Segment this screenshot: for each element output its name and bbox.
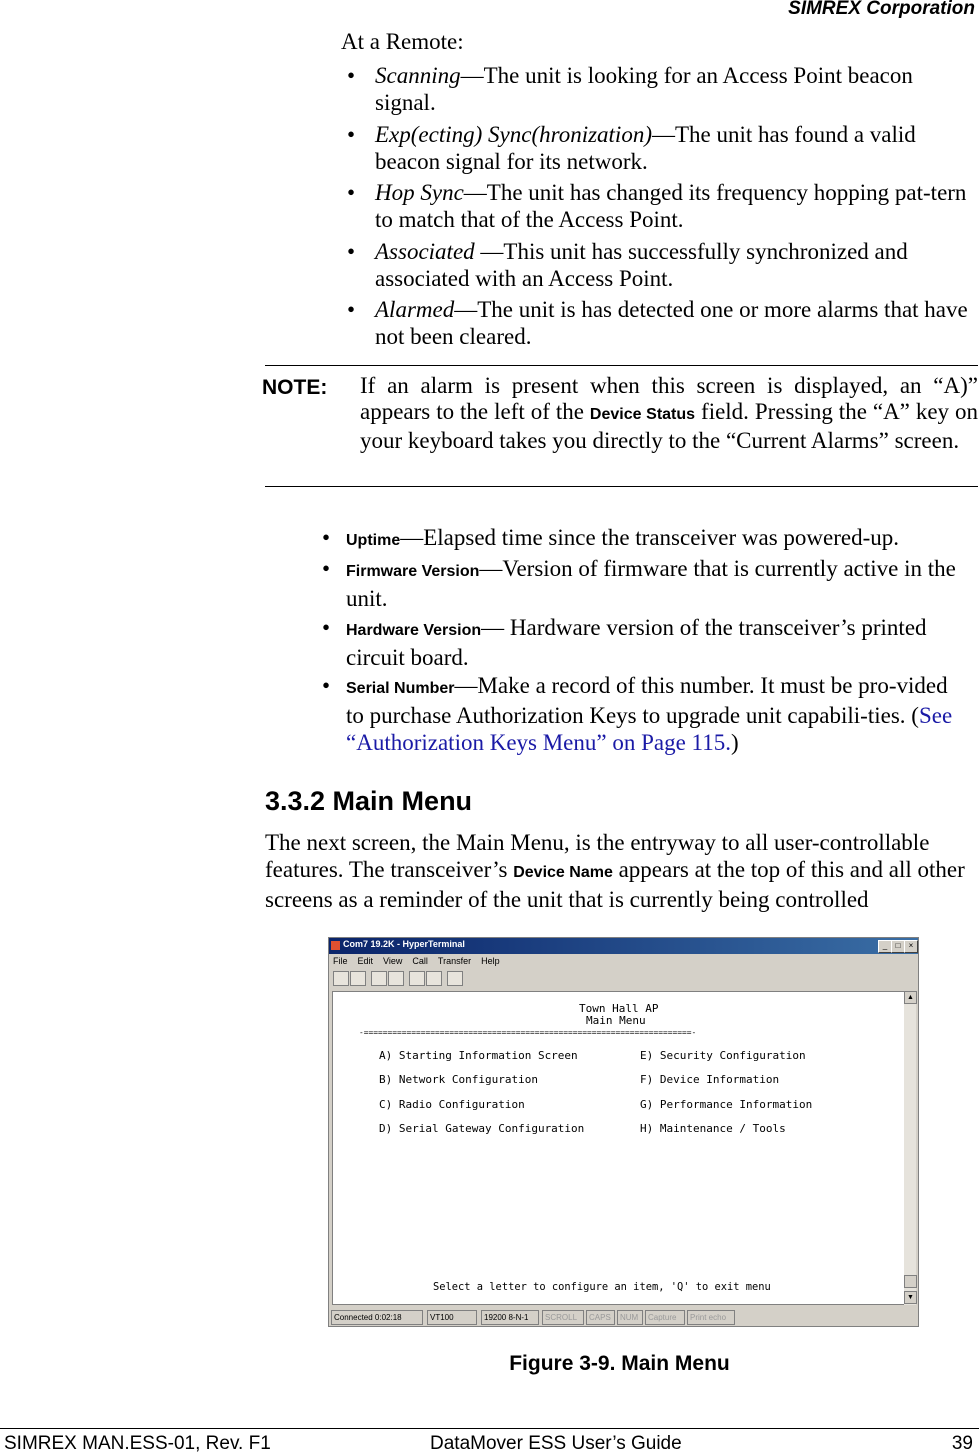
list-item: • Alarmed—The unit is has detected one or more alarms that have not been cleared.	[347, 297, 968, 349]
section-body: The next screen, the Main Menu, is the entryway to all user-controllable features. The transceiver’s Device Name appears at the top of this and all other screens as a reminder of the unit that is currently being controlled	[265, 830, 965, 912]
state-term: Hop Sync	[375, 180, 464, 205]
note-top-rule	[265, 365, 978, 366]
list-item: • Hop Sync—The unit has changed its frequency hopping pat-tern to match that of the Access Point.	[347, 180, 967, 232]
connect-icon[interactable]	[371, 971, 387, 986]
status-num: NUM	[617, 1310, 643, 1325]
field-label: Firmware Version	[346, 563, 480, 580]
scroll-thumb[interactable]	[904, 1275, 917, 1288]
menu-item-c[interactable]: C) Radio Configuration	[379, 1098, 525, 1111]
menu-file[interactable]: File	[333, 956, 348, 966]
list-item: • Uptime—Elapsed time since the transceiver was powered-up.	[322, 525, 900, 550]
menu-call[interactable]: Call	[412, 956, 428, 966]
note-text: If an alarm is present when this screen is displayed, an “A)” appears to the left of the Device Status field. Pressing the “A” key on your keyboard takes you directly to the “Current Alarms” screen.	[360, 373, 979, 453]
device-name-field: Device Name	[513, 864, 613, 881]
status-bar	[329, 1309, 918, 1325]
menu-edit[interactable]: Edit	[357, 956, 374, 966]
field-desc: —Version of firmware that is currently active in the unit.	[346, 556, 956, 611]
page-number: 39	[951, 1433, 973, 1454]
minimize-button[interactable]: _	[878, 940, 892, 953]
window-title: Com7 19.2K - HyperTerminal	[343, 939, 465, 949]
hyperterminal-window	[328, 937, 919, 1327]
list-item: • Firmware Version—Version of firmware that is currently active in the unit.	[322, 556, 956, 611]
note-field: Device Status	[589, 406, 696, 423]
status-port: 19200 8-N-1	[481, 1310, 539, 1325]
menu-item-f[interactable]: F) Device Information	[640, 1073, 780, 1086]
menu-item-e[interactable]: E) Security Configuration	[640, 1049, 806, 1062]
disconnect-icon[interactable]	[388, 971, 404, 986]
footer-guide-title: DataMover ESS User’s Guide	[430, 1433, 682, 1454]
menu-item-b[interactable]: B) Network Configuration	[379, 1073, 538, 1086]
open-icon[interactable]	[350, 971, 366, 986]
list-item: • Exp(ecting) Sync(hronization)—The unit has found a valid beacon signal for its network.	[347, 122, 916, 174]
new-icon[interactable]	[333, 971, 349, 986]
state-desc: —The unit has found a valid beacon signal for its network.	[375, 122, 916, 174]
menu-bar	[333, 956, 510, 966]
menu-help[interactable]: Help	[481, 956, 500, 966]
maximize-button[interactable]: □	[891, 940, 905, 953]
menu-item-d[interactable]: D) Serial Gateway Configuration	[379, 1122, 585, 1135]
status-emulation: VT100	[427, 1310, 477, 1325]
menu-transfer[interactable]: Transfer	[437, 956, 472, 966]
menu-view[interactable]: View	[383, 956, 403, 966]
section-title: 3.3.2 Main Menu	[265, 786, 473, 816]
list-item: • Serial Number—Make a record of this number. It must be pro-vided to purchase Authorization Keys to upgrade unit capabili-ties. (See “Authorization Keys Menu” on Page 115.)	[322, 673, 953, 755]
header-company: SIMREX Corporation	[788, 0, 975, 19]
field-desc: —Elapsed time since the transceiver was powered-up.	[400, 525, 900, 550]
close-button[interactable]: ×	[904, 940, 918, 953]
field-label: Serial Number	[346, 680, 455, 697]
state-desc: —This unit has successfully synchronized and associated with an Access Point.	[375, 239, 908, 291]
list-item: • Hardware Version— Hardware version of the transceiver’s printed circuit board.	[322, 615, 927, 670]
state-term: Exp(ecting) Sync(hronization)	[375, 122, 652, 147]
receive-icon[interactable]	[426, 971, 442, 986]
status-print-echo: Print echo	[687, 1310, 735, 1325]
status-scroll: SCROLL	[542, 1310, 584, 1325]
list-item: • Associated —This unit has successfully synchronized and associated with an Access Point.	[347, 239, 908, 291]
field-desc: —Make a record of this number. It must be pro-vided to purchase Authorization Keys to upgrade unit capabili-ties. (	[346, 673, 948, 728]
properties-icon[interactable]	[447, 971, 463, 986]
footer-rule	[0, 1428, 979, 1429]
figure-caption: Figure 3-9. Main Menu	[509, 1352, 730, 1375]
authorization-keys-link[interactable]: See “Authorization Keys Menu” on Page 115.	[346, 703, 953, 755]
terminal-screen-title: Main Menu	[586, 1014, 646, 1027]
status-capture: Capture	[645, 1310, 685, 1325]
field-label: Uptime	[346, 532, 401, 549]
list-item: • Scanning—The unit is looking for an Access Point beacon signal.	[347, 63, 913, 115]
menu-item-h[interactable]: H) Maintenance / Tools	[640, 1122, 786, 1135]
note-bottom-rule	[265, 486, 978, 487]
send-icon[interactable]	[409, 971, 425, 986]
state-desc: —The unit has changed its frequency hopping pat-tern to match that of the Access Point.	[375, 180, 967, 232]
field-desc: — Hardware version of the transceiver’s printed circuit board.	[346, 615, 927, 670]
scroll-up-icon[interactable]: ▲	[904, 991, 917, 1004]
terminal-screen[interactable]	[332, 991, 905, 1305]
footer-doc-id: SIMREX MAN.ESS-01, Rev. F1	[4, 1433, 271, 1454]
field-label: Hardware Version	[346, 622, 482, 639]
state-term: Scanning	[375, 63, 461, 88]
vertical-scrollbar[interactable]	[904, 991, 916, 1305]
state-desc: —The unit is has detected one or more alarms that have not been cleared.	[375, 297, 968, 349]
window-titlebar	[329, 938, 918, 954]
terminal-prompt: Select a letter to configure an item, 'Q' to exit menu	[433, 1281, 771, 1293]
menu-item-a[interactable]: A) Starting Information Screen	[379, 1049, 578, 1062]
terminal-device-name: Town Hall AP	[579, 1002, 659, 1015]
note-label: NOTE:	[262, 376, 328, 399]
menu-item-g[interactable]: G) Performance Information	[640, 1098, 813, 1111]
status-caps: CAPS	[586, 1310, 615, 1325]
state-term: Alarmed	[375, 297, 455, 322]
terminal-rule: -=====================================================================-	[359, 1028, 697, 1037]
scroll-down-icon[interactable]: ▼	[904, 1291, 917, 1304]
state-desc: —The unit is looking for an Access Point beacon signal.	[375, 63, 913, 115]
remote-intro: At a Remote:	[341, 29, 464, 54]
app-icon	[331, 941, 340, 950]
status-connected: Connected 0:02:18	[331, 1310, 423, 1325]
state-term: Associated	[375, 239, 475, 264]
